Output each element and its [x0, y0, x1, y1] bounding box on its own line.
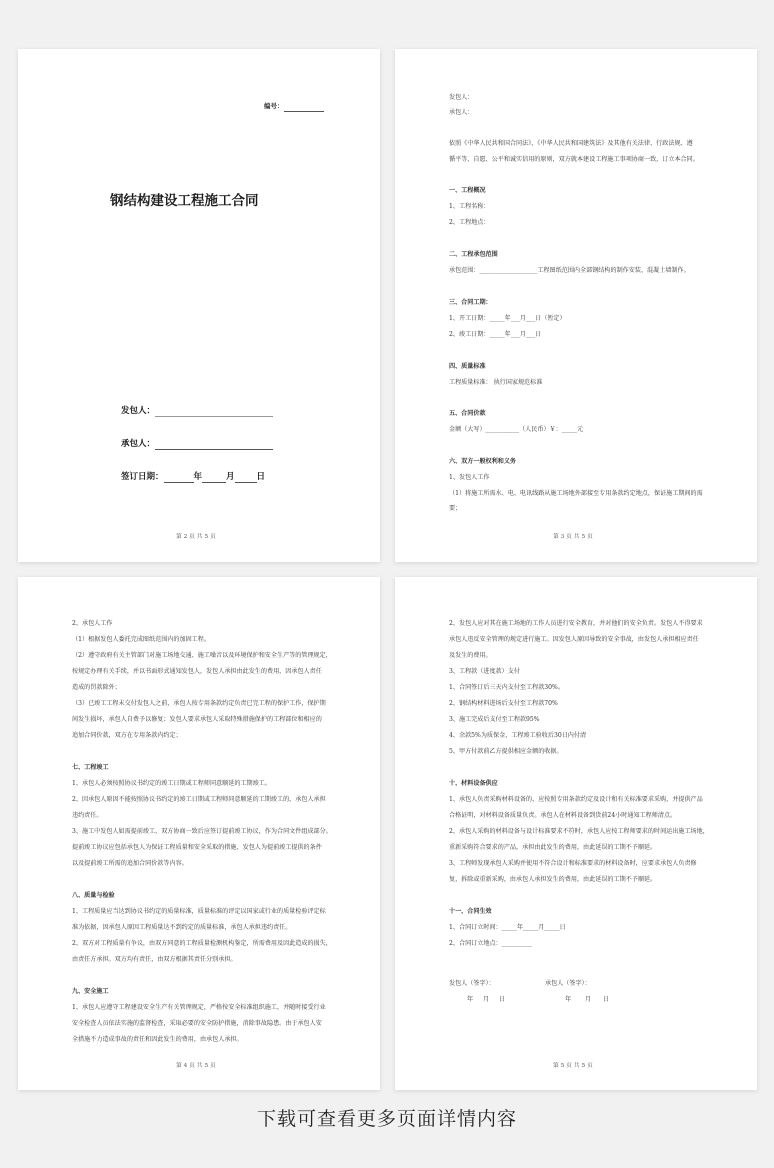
- party-a-day: 日: [499, 996, 506, 1003]
- party-a-blank: [155, 407, 273, 417]
- text-line: 间发生损坏，承包人自费予以修复；发包人要求承包人采取特殊措施保护的工程部位和相应的: [72, 716, 322, 723]
- text-line: 2、竣工日期：_____年___月___日: [449, 331, 542, 338]
- section-heading: 五、合同价款: [449, 410, 486, 417]
- party-b-line: 承包人：: [449, 109, 474, 116]
- text-line: 工程质量标准： 执行国家规范标准: [449, 379, 543, 386]
- section-heading: 八、质量与检验: [72, 892, 115, 899]
- text-line: 合格证明，对材料设备质量负责。承包人在材料设备到货前24小时通知工程师清点。: [449, 812, 677, 819]
- text-line: 3、施工中发包人如需提前竣工，双方协商一致后应签订提前竣工协议，作为合同文件组成部分。: [72, 828, 332, 835]
- sign-date-field: [121, 464, 265, 483]
- text-line: 2、工程地点：: [449, 219, 490, 226]
- page-footer: 第 4 页 共 5 页: [176, 1063, 216, 1069]
- text-line: 2、承包人工作: [72, 620, 113, 627]
- year-blank: [164, 473, 194, 483]
- section-heading: 十一、合同生效: [449, 908, 492, 915]
- sign-date-label: 签订日期：: [121, 472, 164, 482]
- text-line: 2、钢结构材料进场后支付至工程款70%: [449, 700, 558, 707]
- month-label: 月: [226, 472, 235, 482]
- party-b-field: [121, 431, 273, 450]
- text-line: 追加合同价款，双方在专用条款内约定；: [72, 732, 182, 739]
- text-line: （2）遵守政府有关主管部门对施工场地交通、施工噪音以及环境保护和安全生产等的管理规定，: [72, 652, 332, 659]
- text-line: 3、工程款（进度款）支付: [449, 668, 520, 675]
- text-line: 承包范围：___________________工程图纸范围内全部钢结构的制作安装、混凝土墙制作。: [449, 267, 690, 274]
- text-line: 3、施工完成后支付至工程款95%: [449, 716, 540, 723]
- party-a-field: [121, 398, 273, 417]
- text-line: 1、承包人应遵守工程建设安全生产有关管理规定，严格按安全标准组织施工，并随时接受行业: [72, 1004, 326, 1011]
- month-blank: [202, 473, 226, 483]
- document-page-5: [395, 577, 757, 1090]
- party-b-blank: [155, 440, 273, 450]
- text-line: 1、承包人必须按照协议书约定的竣工日期或工程师同意顺延的工期竣工。: [72, 780, 271, 787]
- party-b-day: 日: [603, 996, 610, 1003]
- text-line: 全措施不力造成事故的责任和因此发生的费用，由承包人承担。: [72, 1036, 243, 1043]
- text-line: 2、因承包人原因不能按照协议书约定的竣工日期或工程师同意顺延的工期竣工的，承包人承担: [72, 796, 326, 803]
- party-a-signature: 发包人（签字）：: [449, 980, 495, 987]
- text-line: 承包人违反安全管理的规定进行施工。因发包人原因导致的安全事故，由发包人承担相应责任: [449, 636, 699, 643]
- document-title: 钢结构建设工程施工合同: [110, 193, 259, 209]
- section-heading: 六、双方一般权利和义务: [449, 458, 517, 465]
- text-line: 造成的罚款除外；: [72, 684, 121, 691]
- section-heading: 一、工程概况: [449, 187, 486, 194]
- party-a-year: 年: [467, 996, 474, 1003]
- text-line: 按规定办理有关手续，并以书面形式通知发包人，发包人承担由此发生的费用，因承包人责任: [72, 668, 322, 675]
- text-line: 1、发包人工作: [449, 474, 490, 481]
- text-line: 1、合同订立时间：_____年_____月_____日: [449, 924, 566, 931]
- page-footer: 第 5 页 共 5 页: [553, 1063, 593, 1069]
- text-line: 提前竣工协议应包括承包人为保证工程质量和安全采取的措施、发包人为提前竣工提供的条件: [72, 844, 322, 851]
- text-line: 4、余款5%为质保金，工程竣工验收后30日内付清: [449, 732, 587, 739]
- text-line: 1、开工日期：_____年___月___日（暂定）: [449, 315, 566, 322]
- party-a-line: 发包人：: [449, 94, 474, 101]
- text-line: 以及提前竣工所需的追加合同价款等内容。: [72, 860, 188, 867]
- text-line: 违约责任。: [72, 812, 103, 819]
- text-line: 准为依据，因承包人原因工程质量达不到约定的质量标准，承包人承担违约责任。: [72, 924, 292, 931]
- text-line: 要；: [449, 505, 462, 512]
- year-label: 年: [193, 472, 203, 482]
- party-b-label: 承包人：: [121, 439, 156, 449]
- text-line: 1、工程质量应当达到协议书约定的质量标准，质量标准的评定以国家或行业的质量检验评定标: [72, 908, 326, 915]
- text-line: 1、承包人负责采购材料设备的，应按照专用条款约定及设计和有关标准要求采购，并提供产品: [449, 796, 703, 803]
- section-heading: 七、工程竣工: [72, 764, 109, 771]
- text-line: （3）已竣工工程未交付发包人之前，承包人按专用条款约定负责已完工程的保护工作，保护期: [72, 700, 326, 707]
- text-line: 2、合同订立地点：__________: [449, 940, 533, 947]
- text-line: 2、发包人应对其在施工场地的工作人员进行安全教育，并对他们的安全负责。发包人不得要求: [449, 620, 703, 627]
- text-line: 金额（大写）___________（人民币）￥：_____元: [449, 426, 584, 433]
- text-line: 3、工程师发现承包人采购并使用不符合设计和标准要求的材料设备时，应要求承包人负责修: [449, 860, 697, 867]
- section-heading: 十、材料设备供应: [449, 780, 498, 787]
- text-line: 复、拆除或重新采购，由承包人承担发生的费用，由此延误的工期不予顺延。: [449, 876, 657, 883]
- text-line: 重新采购符合要求的产品，承担由此发生的费用，由此延误的工期不予顺延。: [449, 844, 657, 851]
- section-heading: 九、安全施工: [72, 988, 109, 995]
- day-blank: [235, 473, 257, 483]
- text-line: 1、工程名称：: [449, 203, 490, 210]
- party-a-label: 发包人：: [121, 406, 156, 416]
- document-page-cover: [18, 49, 380, 562]
- day-label: 日: [256, 472, 266, 482]
- page-footer: 第 3 页 共 5 页: [553, 534, 593, 540]
- party-b-signature: 承包人（签字）：: [545, 980, 591, 987]
- page-footer: 第 2 页 共 5 页: [176, 534, 216, 540]
- party-b-year: 年: [565, 996, 572, 1003]
- text-line: 2、承包人采购的材料设备与设计标准要求不符时，承包人应按工程师要求的时间运出施工场地，: [449, 828, 709, 835]
- section-heading: 二、工程承包范围: [449, 251, 498, 258]
- text-line: （1）根据发包人委托完成图纸范围内的加固工程。: [72, 636, 210, 643]
- text-line: 由责任方承担。双方均有责任，由双方根据其责任分别承担。: [72, 956, 237, 963]
- party-a-month: 月: [483, 996, 490, 1003]
- preamble-line: 循平等、自愿、公平和诚实信用的原则，双方就本建设工程施工事项协商一致，订立本合同。: [449, 156, 699, 163]
- text-line: 安全检查人员依法实施的监督检查，采取必要的安全防护措施，消除事故隐患。由于承包人安: [72, 1020, 322, 1027]
- text-line: 及发生的费用。: [449, 652, 492, 659]
- text-line: （1）将施工所需水、电、电讯线路从施工场地外部接至专用条款约定地点，保证施工期间的需: [449, 490, 703, 497]
- download-caption[interactable]: 下载可查看更多页面详情内容: [256, 1108, 517, 1130]
- preamble-line: 依照《中华人民共和国合同法》、《中华人民共和国建筑法》及其他有关法律、行政法规、遵: [449, 140, 693, 147]
- text-line: 5、甲方付款前乙方提供相应金额的收据。: [449, 748, 563, 755]
- text-line: 2、双方对工程质量有争议，由双方同意的工程质量检测机构鉴定，所需费用及因此造成的损失，: [72, 940, 332, 947]
- section-heading: 四、质量标准: [449, 363, 486, 370]
- text-line: 1、合同签订后三天内支付至工程款30%。: [449, 684, 564, 691]
- party-b-month: 月: [585, 996, 592, 1003]
- section-heading: 三、合同工期：: [449, 299, 492, 306]
- document-page-3: [395, 49, 757, 562]
- contract-number: [264, 93, 324, 112]
- contract-number-blank: [284, 105, 324, 112]
- document-page-4: [18, 577, 380, 1090]
- contract-number-label: 编号：: [264, 102, 284, 110]
